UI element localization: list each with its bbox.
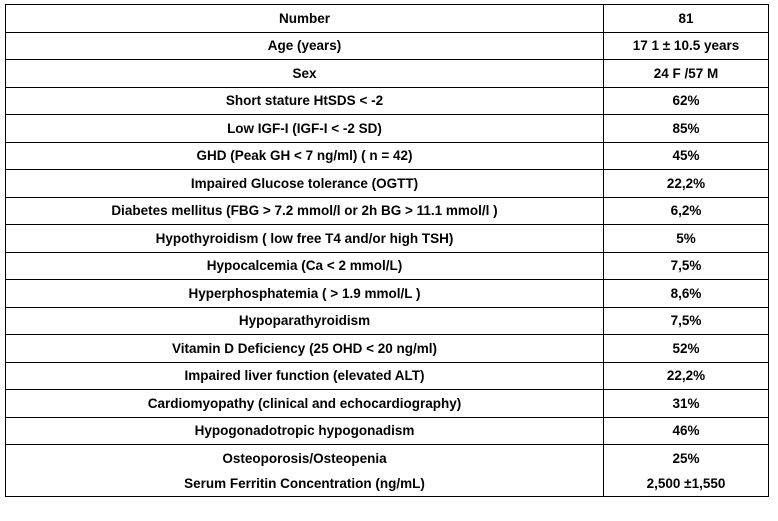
row-label: Vitamin D Deficiency (25 OHD < 20 ng/ml) bbox=[6, 335, 604, 363]
table-row bbox=[6, 280, 769, 308]
table-row bbox=[6, 60, 769, 88]
row-value: 81 bbox=[604, 5, 769, 33]
row-value: 6,2% bbox=[604, 197, 769, 225]
table-row bbox=[6, 225, 769, 253]
row-label: Hypothyroidism ( low free T4 and/or high TSH) bbox=[6, 225, 604, 253]
row-label: Short stature HtSDS < -2 bbox=[6, 87, 604, 115]
row-label: Hyperphosphatemia ( > 1.9 mmol/L ) bbox=[6, 280, 604, 308]
row-value: 17 1 ± 10.5 years bbox=[604, 32, 769, 60]
table-row bbox=[6, 362, 769, 390]
row-value: 5% bbox=[604, 225, 769, 253]
row-value: 85% bbox=[604, 115, 769, 143]
row-label: Number bbox=[6, 5, 604, 33]
row-value: 22,2% bbox=[604, 170, 769, 198]
row-value: 31% bbox=[604, 390, 769, 418]
row-value: 45% bbox=[604, 142, 769, 170]
row-value: 7,5% bbox=[604, 252, 769, 280]
row-label: Hypocalcemia (Ca < 2 mmol/L) bbox=[6, 252, 604, 280]
row-label: Age (years) bbox=[6, 32, 604, 60]
row-label: Osteoporosis/Osteopenia bbox=[6, 445, 604, 472]
table-row bbox=[6, 390, 769, 418]
table-row bbox=[6, 445, 769, 472]
row-value: 7,5% bbox=[604, 307, 769, 335]
row-label: Cardiomyopathy (clinical and echocardiography) bbox=[6, 390, 604, 418]
table-row bbox=[6, 307, 769, 335]
row-label: Hypoparathyroidism bbox=[6, 307, 604, 335]
row-label: GHD (Peak GH < 7 ng/ml) ( n = 42) bbox=[6, 142, 604, 170]
row-label: Serum Ferritin Concentration (ng/mL) bbox=[6, 472, 604, 497]
table-row bbox=[6, 252, 769, 280]
table-row bbox=[6, 335, 769, 363]
table-row bbox=[6, 115, 769, 143]
clinical-data-table bbox=[5, 4, 769, 497]
row-label: Impaired liver function (elevated ALT) bbox=[6, 362, 604, 390]
row-label: Hypogonadotropic hypogonadism bbox=[6, 417, 604, 445]
row-label: Diabetes mellitus (FBG > 7.2 mmol/l or 2h BG > 11.1 mmol/l ) bbox=[6, 197, 604, 225]
table-row bbox=[6, 417, 769, 445]
row-label: Low IGF-I (IGF-I < -2 SD) bbox=[6, 115, 604, 143]
row-label: Impaired Glucose tolerance (OGTT) bbox=[6, 170, 604, 198]
row-value: 24 F /57 M bbox=[604, 60, 769, 88]
row-value: 52% bbox=[604, 335, 769, 363]
table-row bbox=[6, 472, 769, 497]
row-label: Sex bbox=[6, 60, 604, 88]
table-row bbox=[6, 87, 769, 115]
table-row bbox=[6, 197, 769, 225]
row-value: 8,6% bbox=[604, 280, 769, 308]
data-table-container bbox=[5, 4, 769, 497]
row-value: 46% bbox=[604, 417, 769, 445]
row-value: 62% bbox=[604, 87, 769, 115]
table-row bbox=[6, 5, 769, 33]
table-row bbox=[6, 32, 769, 60]
table-row bbox=[6, 170, 769, 198]
row-value: 22,2% bbox=[604, 362, 769, 390]
table-row bbox=[6, 142, 769, 170]
row-value: 2,500 ±1,550 bbox=[604, 472, 769, 497]
row-value: 25% bbox=[604, 445, 769, 472]
